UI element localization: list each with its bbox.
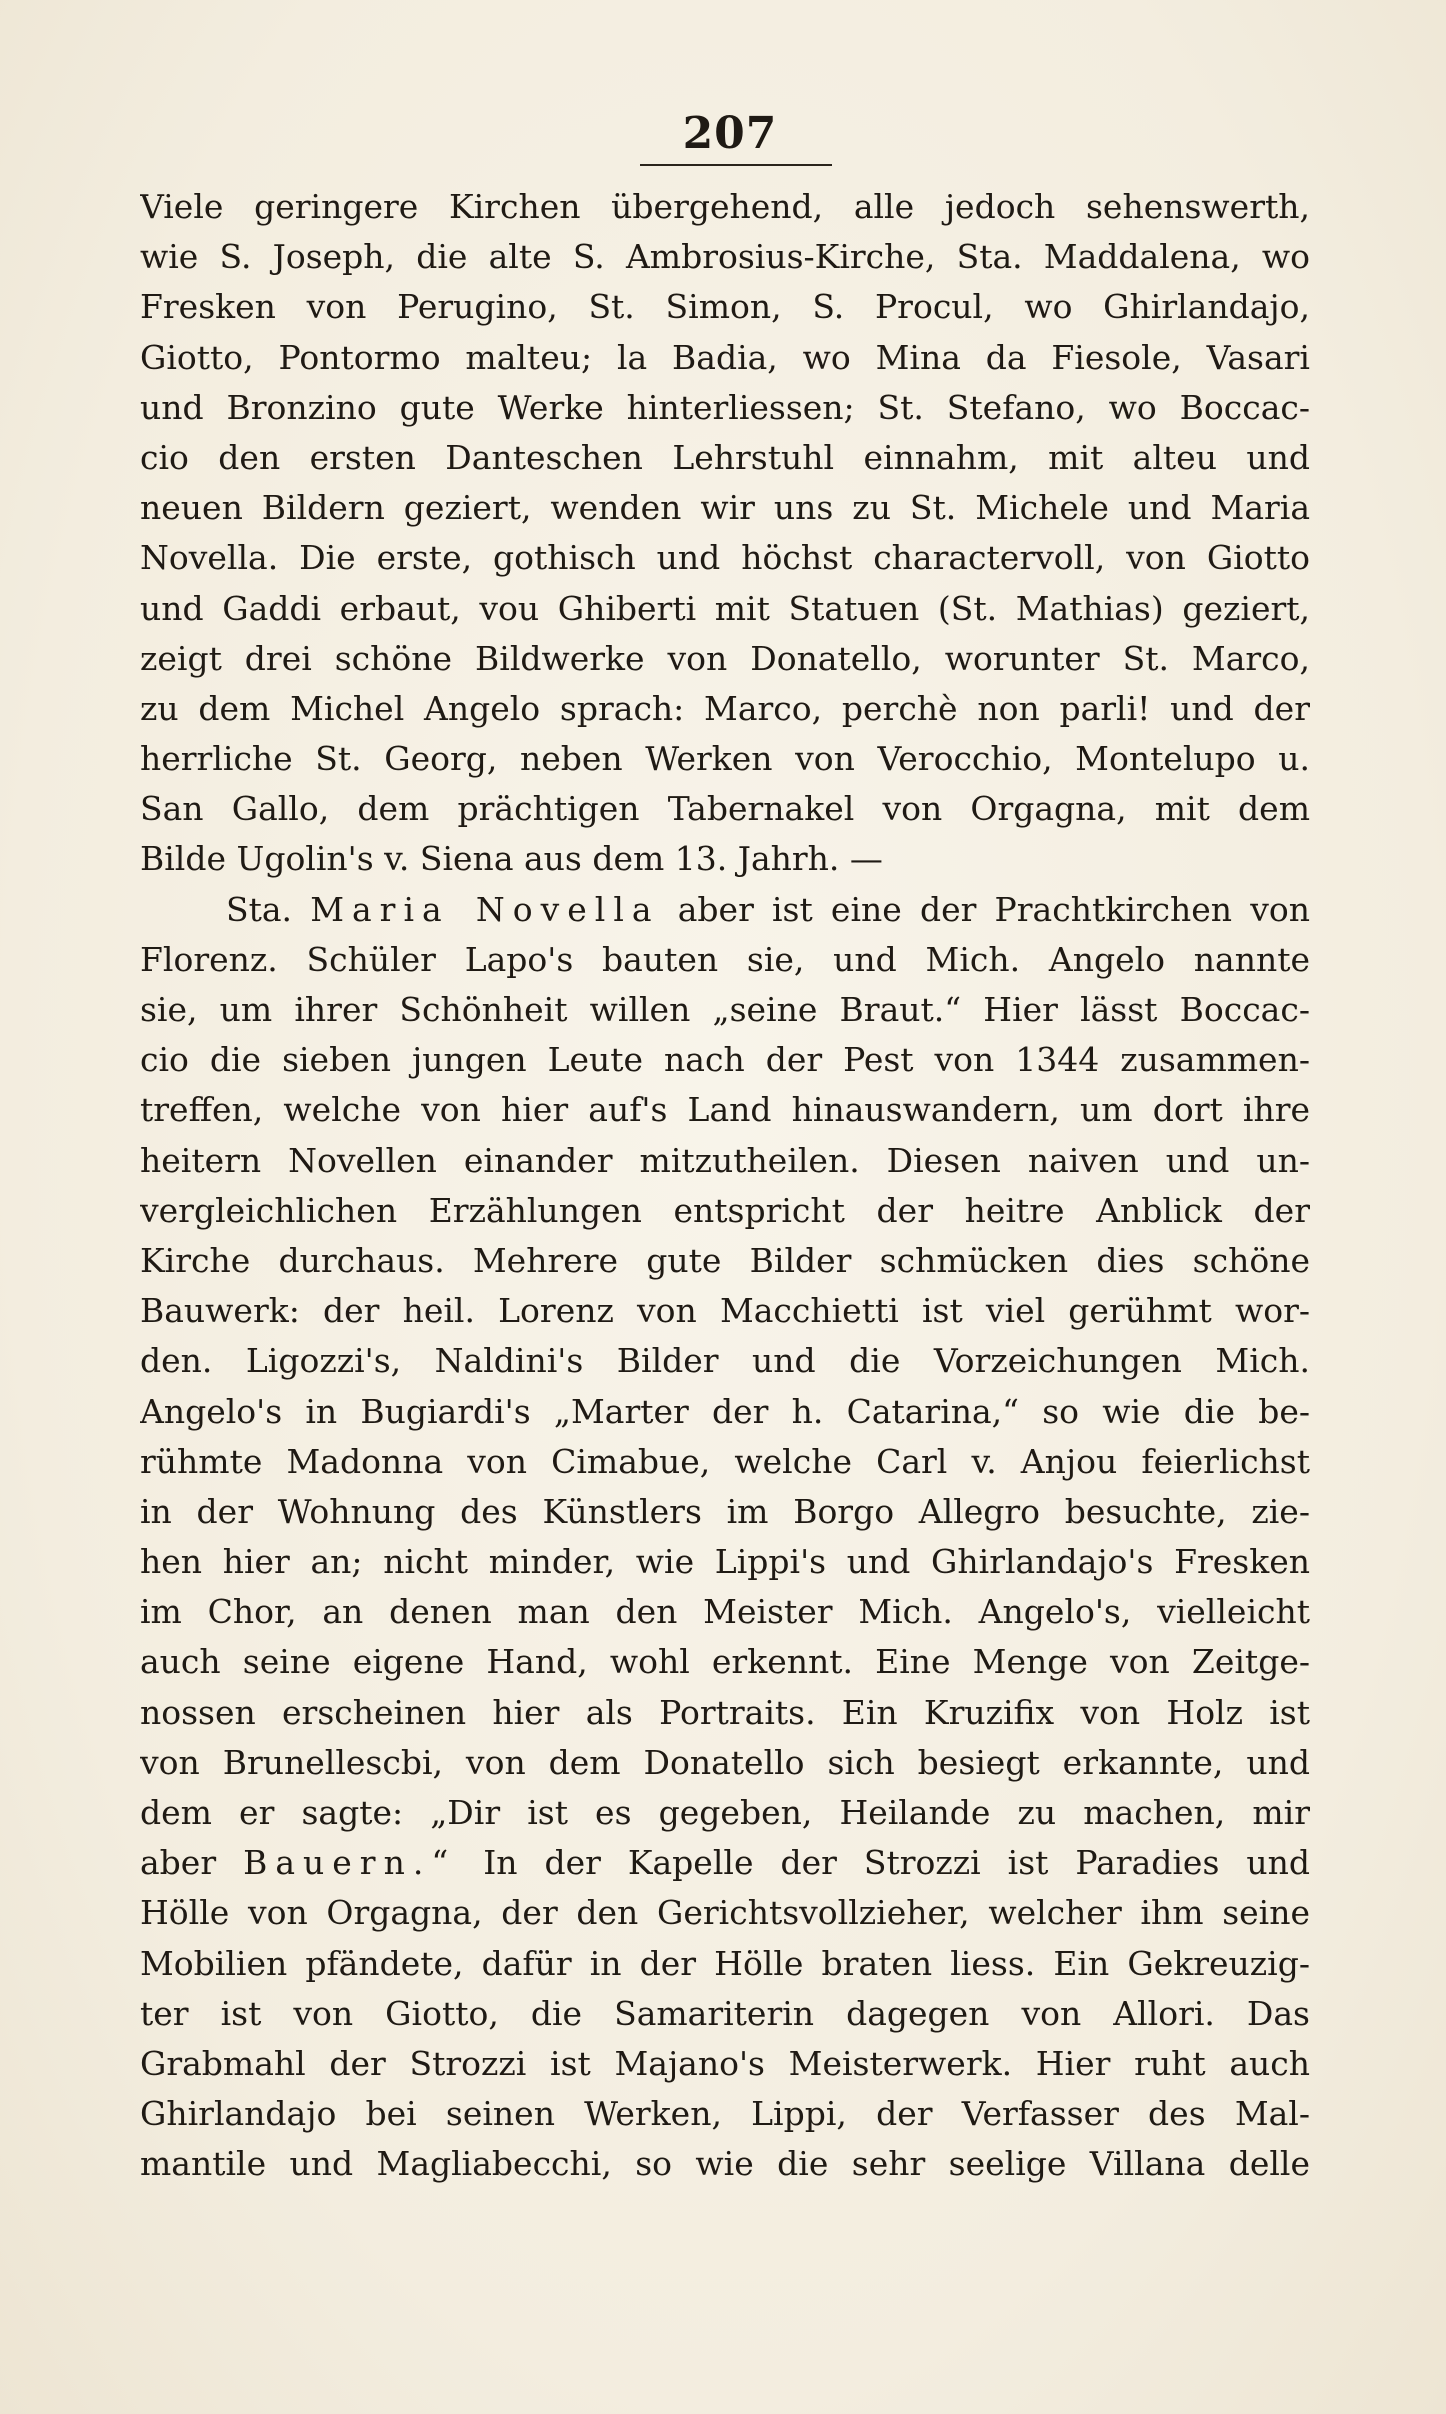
spaced-emphasis: Bauern.“ bbox=[243, 1843, 457, 1883]
text-line: cio den ersten Danteschen Lehrstuhl einnahm, mit alteu und bbox=[140, 437, 1310, 477]
text-line: Fresken von Perugino, St. Simon, S. Procul, wo Ghirlandajo, bbox=[140, 287, 1310, 327]
text-line: heitern Novellen einander mitzutheilen. Diesen naiven und un- bbox=[140, 1140, 1310, 1180]
body-text bbox=[140, 182, 1310, 2190]
text-line: Kirche durchaus. Mehrere gute Bilder schmücken dies schöne bbox=[140, 1240, 1310, 1280]
text-line: hen hier an; nicht minder, wie Lippi's und Ghirlandajo's Fresken bbox=[140, 1542, 1310, 1582]
text-line: Hölle von Orgagna, der den Gerichtsvollzieher, welcher ihm seine bbox=[140, 1893, 1310, 1933]
text-fragment: aber ist eine der Prachtkirchen von bbox=[677, 889, 1310, 929]
text-fragment: Sta. bbox=[226, 889, 293, 929]
text-line: neuen Bildern geziert, wenden wir uns zu St. Michele und Maria bbox=[140, 488, 1310, 528]
text-line: Bauwerk: der heil. Lorenz von Macchietti ist viel gerühmt wor- bbox=[140, 1291, 1310, 1331]
text-line: von Brunellescbi, von dem Donatello sich besiegt erkannte, und bbox=[140, 1742, 1310, 1782]
text-line: ter ist von Giotto, die Samariterin dagegen von Allori. Das bbox=[140, 1993, 1310, 2033]
text-line: Mobilien pfändete, dafür in der Hölle braten liess. Ein Gekreuzig- bbox=[140, 1943, 1310, 1983]
text-line: Grabmahl der Strozzi ist Majano's Meisterwerk. Hier ruht auch bbox=[140, 2043, 1310, 2083]
text-line: und Gaddi erbaut, vou Ghiberti mit Statuen (St. Mathias) geziert, bbox=[140, 588, 1310, 628]
text-line-emphasis bbox=[140, 1838, 1310, 1888]
text-line: zeigt drei schöne Bildwerke von Donatello, worunter St. Marco, bbox=[140, 638, 1310, 678]
text-line: treffen, welche von hier auf's Land hinauswandern, um dort ihre bbox=[140, 1090, 1310, 1130]
text-line: Bilde Ugolin's v. Siena aus dem 13. Jahrh. — bbox=[140, 839, 883, 879]
text-line: sie, um ihrer Schönheit willen „seine Braut.“ Hier lässt Boccac- bbox=[140, 990, 1310, 1029]
text-line: im Chor, an denen man den Meister Mich. Angelo's, vielleicht bbox=[140, 1592, 1310, 1632]
text-line: herrliche St. Georg, neben Werken von Verocchio, Montelupo u. bbox=[140, 739, 1310, 779]
text-line: wie S. Joseph, die alte S. Ambrosius-Kirche, Sta. Maddalena, wo bbox=[140, 237, 1310, 277]
text-line: cio die sieben jungen Leute nach der Pest von 1344 zusammen- bbox=[140, 1040, 1310, 1080]
text-line: Viele geringere Kirchen übergehend, alle jedoch sehenswerth, bbox=[140, 187, 1310, 226]
text-line: den. Ligozzi's, Naldini's Bilder und die Vorzeichungen Mich. bbox=[140, 1341, 1310, 1381]
page-number: 207 bbox=[682, 108, 778, 159]
text-line: Giotto, Pontormo malteu; la Badia, wo Mina da Fiesole, Vasari bbox=[140, 337, 1310, 377]
text-line: San Gallo, dem prächtigen Tabernakel von Orgagna, mit dem bbox=[140, 789, 1310, 829]
text-line: auch seine eigene Hand, wohl erkennt. Eine Menge von Zeitge- bbox=[140, 1642, 1310, 1682]
text-fragment: In der Kapelle der Strozzi ist Paradies und bbox=[483, 1843, 1310, 1883]
text-line: dem er sagte: „Dir ist es gegeben, Heilande zu machen, mir bbox=[140, 1793, 1310, 1832]
text-line: rühmte Madonna von Cimabue, welche Carl v. Anjou feierlichst bbox=[140, 1441, 1310, 1481]
text-line: vergleichlichen Erzählungen entspricht der heitre Anblick der bbox=[140, 1190, 1310, 1230]
text-line: mantile und Magliabecchi, so wie die sehr seelige Villana delle bbox=[140, 2144, 1310, 2184]
text-line: Novella. Die erste, gothisch und höchst charactervoll, von Giotto bbox=[140, 538, 1310, 578]
text-line: Florenz. Schüler Lapo's bauten sie, und Mich. Angelo nannte bbox=[140, 939, 1310, 979]
page-number-rule bbox=[640, 164, 832, 166]
text-line: nossen erscheinen hier als Portraits. Ein Kruzifix von Holz ist bbox=[140, 1692, 1310, 1732]
text-line-paragraph-start bbox=[140, 885, 1310, 935]
text-line: Angelo's in Bugiardi's „Marter der h. Catarina,“ so wie die be- bbox=[140, 1391, 1310, 1431]
text-fragment: aber bbox=[140, 1843, 217, 1883]
spaced-emphasis: Maria Novella bbox=[310, 889, 660, 929]
text-line: und Bronzino gute Werke hinterliessen; St. Stefano, wo Boccac- bbox=[140, 387, 1310, 427]
text-line: in der Wohnung des Künstlers im Borgo Allegro besuchte, zie- bbox=[140, 1491, 1310, 1531]
text-line: Ghirlandajo bei seinen Werken, Lippi, der Verfasser des Mal- bbox=[140, 2094, 1310, 2134]
text-line: zu dem Michel Angelo sprach: Marco, perchè non parli! und der bbox=[140, 688, 1310, 728]
